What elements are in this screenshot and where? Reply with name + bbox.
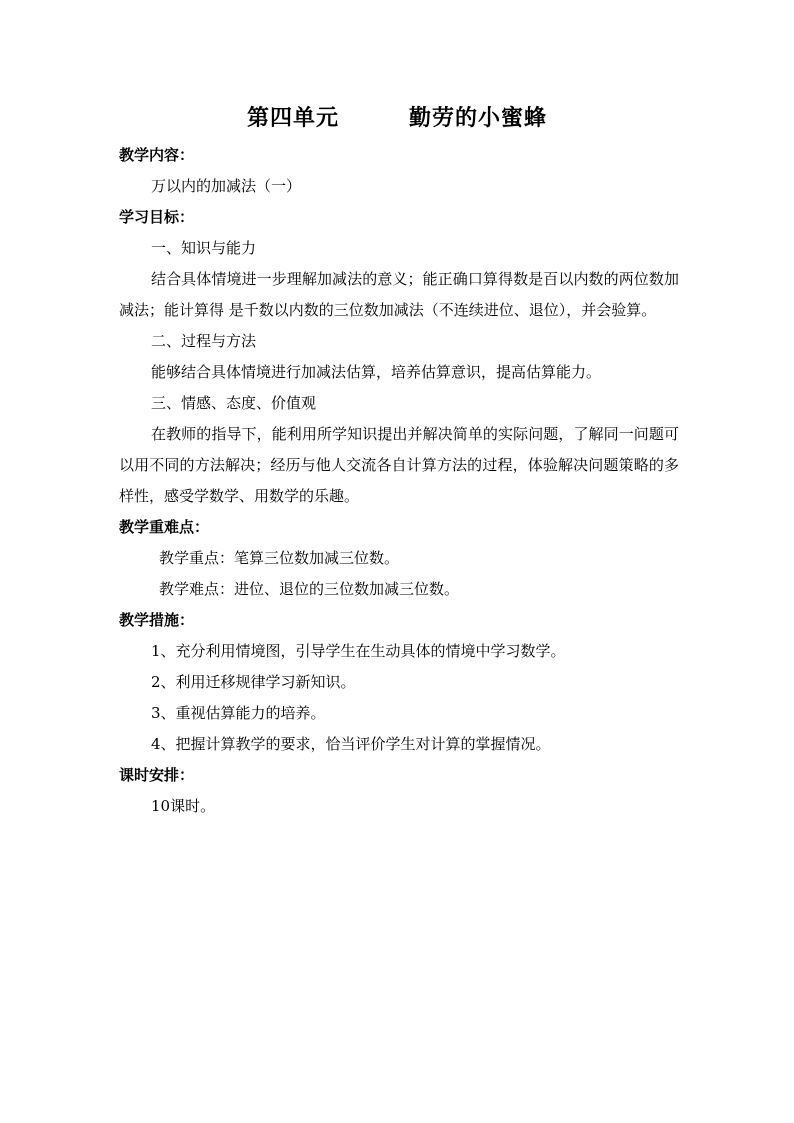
goal3-text: 在教师的指导下，能利用所学知识提出并解决简单的实际问题，了解同一问题可以用不同的方法解决；经历与他人交流各自计算方法的过程，体验解决问题策略的多样性，感受学数学、用数学的乐趣。 [119, 425, 679, 505]
measures-heading: 教学措施： [119, 611, 195, 629]
page-title [0, 103, 794, 133]
goal1-heading: 一、知识与能力 [151, 239, 257, 257]
key-point: 教学重点：笔算三位数加减三位数。 [159, 549, 400, 567]
goal1-text: 结合具体情境进一步理解加减法的意义；能正确口算得数是百以内数的两位数加减法；能计算得 是千数以内数的三位数加减法（不连续进位、退位），并会验算。 [119, 270, 679, 319]
measure-item: 2、利用迁移规律学习新知识。 [151, 673, 356, 691]
content-heading: 教学内容： [119, 146, 195, 164]
schedule-text: 10课时。 [151, 797, 216, 815]
measure-item: 1、充分利用情境图，引导学生在生动具体的情境中学习数学。 [151, 642, 566, 660]
title-unit: 第四单元 [246, 105, 339, 131]
content-text: 万以内的加减法（一） [151, 177, 302, 195]
document-body [119, 140, 679, 822]
goal2-text: 能够结合具体情境进行加减法估算，培养估算意识，提高估算能力。 [151, 363, 602, 381]
goal2-heading: 二、过程与方法 [151, 332, 257, 350]
key-heading: 教学重难点： [119, 518, 210, 536]
schedule-heading: 课时安排： [119, 766, 195, 784]
measure-item: 4、把握计算教学的要求，恰当评价学生对计算的掌握情况。 [151, 735, 551, 753]
goals-heading: 学习目标： [119, 208, 195, 226]
difficult-point: 教学难点：进位、退位的三位数加减三位数。 [159, 580, 460, 598]
title-name: 勤劳的小蜜蜂 [409, 105, 548, 131]
goal3-heading: 三、情感、态度、价值观 [151, 394, 317, 412]
measure-item: 3、重视估算能力的培养。 [151, 704, 326, 722]
